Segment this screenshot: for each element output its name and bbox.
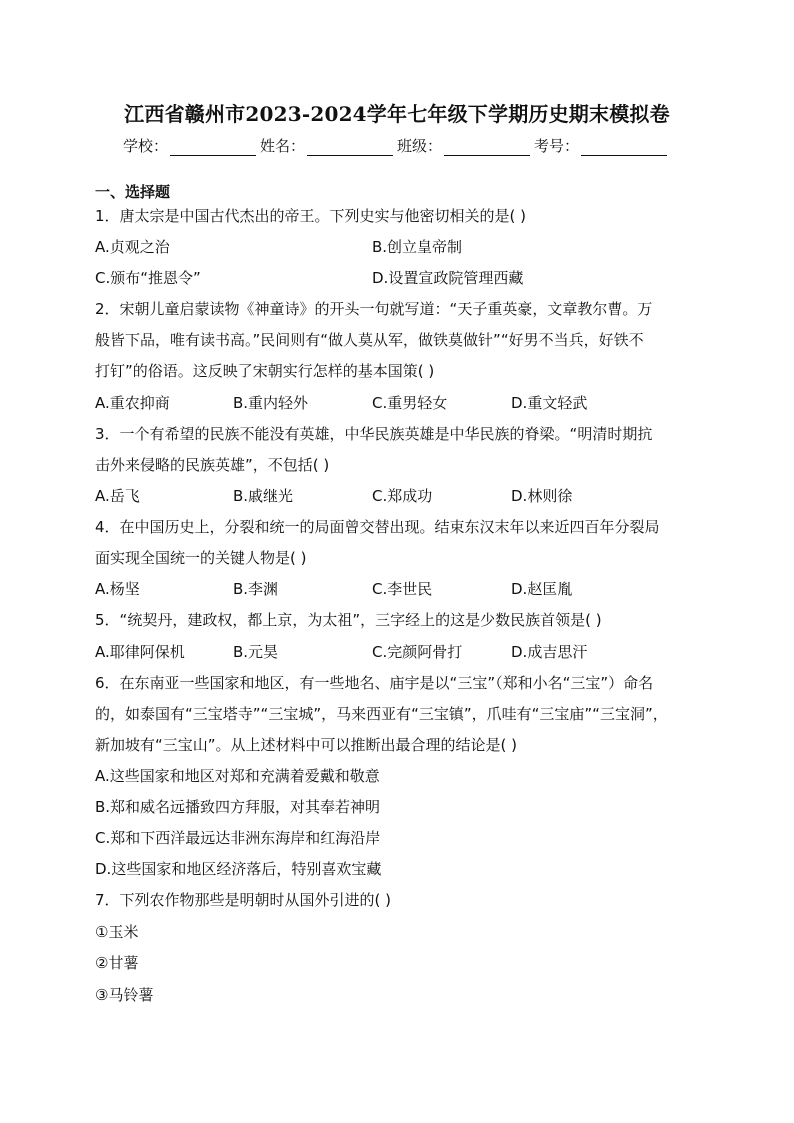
question-6-option-d[interactable]: D.这些国家和地区经济落后，特别喜欢宝藏 (95, 860, 382, 878)
question-6-option-a[interactable]: A.这些国家和地区对郑和充满着爱戴和敬意 (95, 767, 380, 785)
question-2-option-d[interactable]: D.重文轻武 (511, 394, 588, 412)
class-field[interactable] (397, 135, 534, 156)
name-blank[interactable] (307, 139, 393, 156)
question-1-option-b[interactable]: B.创立皇帝制 (372, 238, 463, 256)
question-2-option-b[interactable]: B.重内轻外 (233, 394, 309, 412)
question-4-option-b[interactable]: B.李渊 (233, 580, 279, 598)
exam-number-label: 考号： (534, 137, 580, 155)
question-4-option-c[interactable]: C.李世民 (372, 580, 433, 598)
question-5-option-c[interactable]: C.完颜阿骨打 (372, 643, 463, 661)
school-label: 学校： (122, 137, 168, 155)
question-2-stem-line-1: 2．宋朝儿童启蒙读物《神童诗》的开头一句就写道：“天子重英豪，文章教尔曹。万 (95, 300, 653, 318)
question-6-option-c[interactable]: C.郑和下西洋最远达非洲东海岸和红海沿岸 (95, 829, 381, 847)
question-3-option-b[interactable]: B.戚继光 (233, 487, 294, 505)
question-5-option-d[interactable]: D.成吉思汗 (511, 643, 588, 661)
question-4-stem-line-1: 4．在中国历史上，分裂和统一的局面曾交替出现。结束东汉末年以来近四百年分裂局 (95, 518, 660, 536)
question-4-option-a[interactable]: A.杨坚 (95, 580, 140, 598)
exam-number-field[interactable] (534, 135, 671, 156)
question-7-item-1: ①玉米 (95, 923, 139, 941)
class-label: 班级： (397, 137, 443, 155)
question-1-option-a[interactable]: A.贞观之治 (95, 238, 170, 256)
class-blank[interactable] (444, 139, 530, 156)
question-6-option-b[interactable]: B.郑和威名远播致四方拜服，对其奉若神明 (95, 798, 381, 816)
question-3-stem-line-1: 3．一个有希望的民族不能没有英雄，中华民族英雄是中华民族的脊梁。“明清时期抗 (95, 425, 653, 443)
school-field[interactable] (123, 135, 260, 156)
question-1-stem: 1．唐太宗是中国古代杰出的帝王。下列史实与他密切相关的是( ) (95, 207, 527, 225)
name-field[interactable] (260, 135, 397, 156)
question-6-stem-line-2: 的，如泰国有“三宝塔寺”“三宝城”，马来西亚有“三宝镇”，爪哇有“三宝庙”“三宝洞”， (95, 705, 668, 723)
question-2-stem-line-2: 般皆下品，唯有读书高。”民间则有“做人莫从军，做铁莫做针”“好男不当兵，好铁不 (95, 331, 644, 349)
question-6-stem-line-1: 6．在东南亚一些国家和地区，有一些地名、庙宇是以“三宝”（郑和小名“三宝”）命名 (95, 674, 654, 692)
question-1-option-c[interactable]: C.颁布“推恩令” (95, 269, 201, 287)
question-2-stem-line-3: 打钉”的俗语。这反映了宋朝实行怎样的基本国策( ) (95, 362, 435, 380)
question-6-stem-line-3: 新加坡有“三宝山”。从上述材料中可以推断出最合理的结论是( ) (95, 736, 518, 754)
question-3-option-a[interactable]: A.岳飞 (95, 487, 140, 505)
page-title: 江西省赣州市2023-2024学年七年级下学期历史期末模拟卷 (124, 102, 670, 126)
question-2-option-a[interactable]: A.重农抑商 (95, 394, 170, 412)
school-blank[interactable] (170, 139, 256, 156)
question-5-stem: 5．“统契丹，建政权，都上京，为太祖”，三字经上的这是少数民族首领是( ) (95, 611, 602, 629)
question-5-option-b[interactable]: B.元昊 (233, 643, 279, 661)
question-7-item-2: ②甘薯 (95, 954, 139, 972)
question-5-option-a[interactable]: A.耶律阿保机 (95, 643, 185, 661)
question-1-option-d[interactable]: D.设置宣政院管理西藏 (372, 269, 524, 287)
question-3-stem-line-2: 击外来侵略的民族英雄”，不包括( ) (95, 456, 330, 474)
question-4-option-d[interactable]: D.赵匡胤 (511, 580, 573, 598)
section-heading: 一、选择题 (95, 183, 171, 201)
exam-number-blank[interactable] (581, 139, 667, 156)
question-3-option-c[interactable]: C.郑成功 (372, 487, 433, 505)
question-7-item-3: ③马铃薯 (95, 986, 154, 1004)
question-3-option-d[interactable]: D.林则徐 (511, 487, 573, 505)
question-4-stem-line-2: 面实现全国统一的关键人物是( ) (95, 549, 307, 567)
question-2-option-c[interactable]: C.重男轻女 (372, 394, 448, 412)
question-7-stem: 7．下列农作物那些是明朝时从国外引进的( ) (95, 891, 392, 909)
name-label: 姓名： (259, 137, 305, 155)
student-info-line (0, 135, 794, 156)
